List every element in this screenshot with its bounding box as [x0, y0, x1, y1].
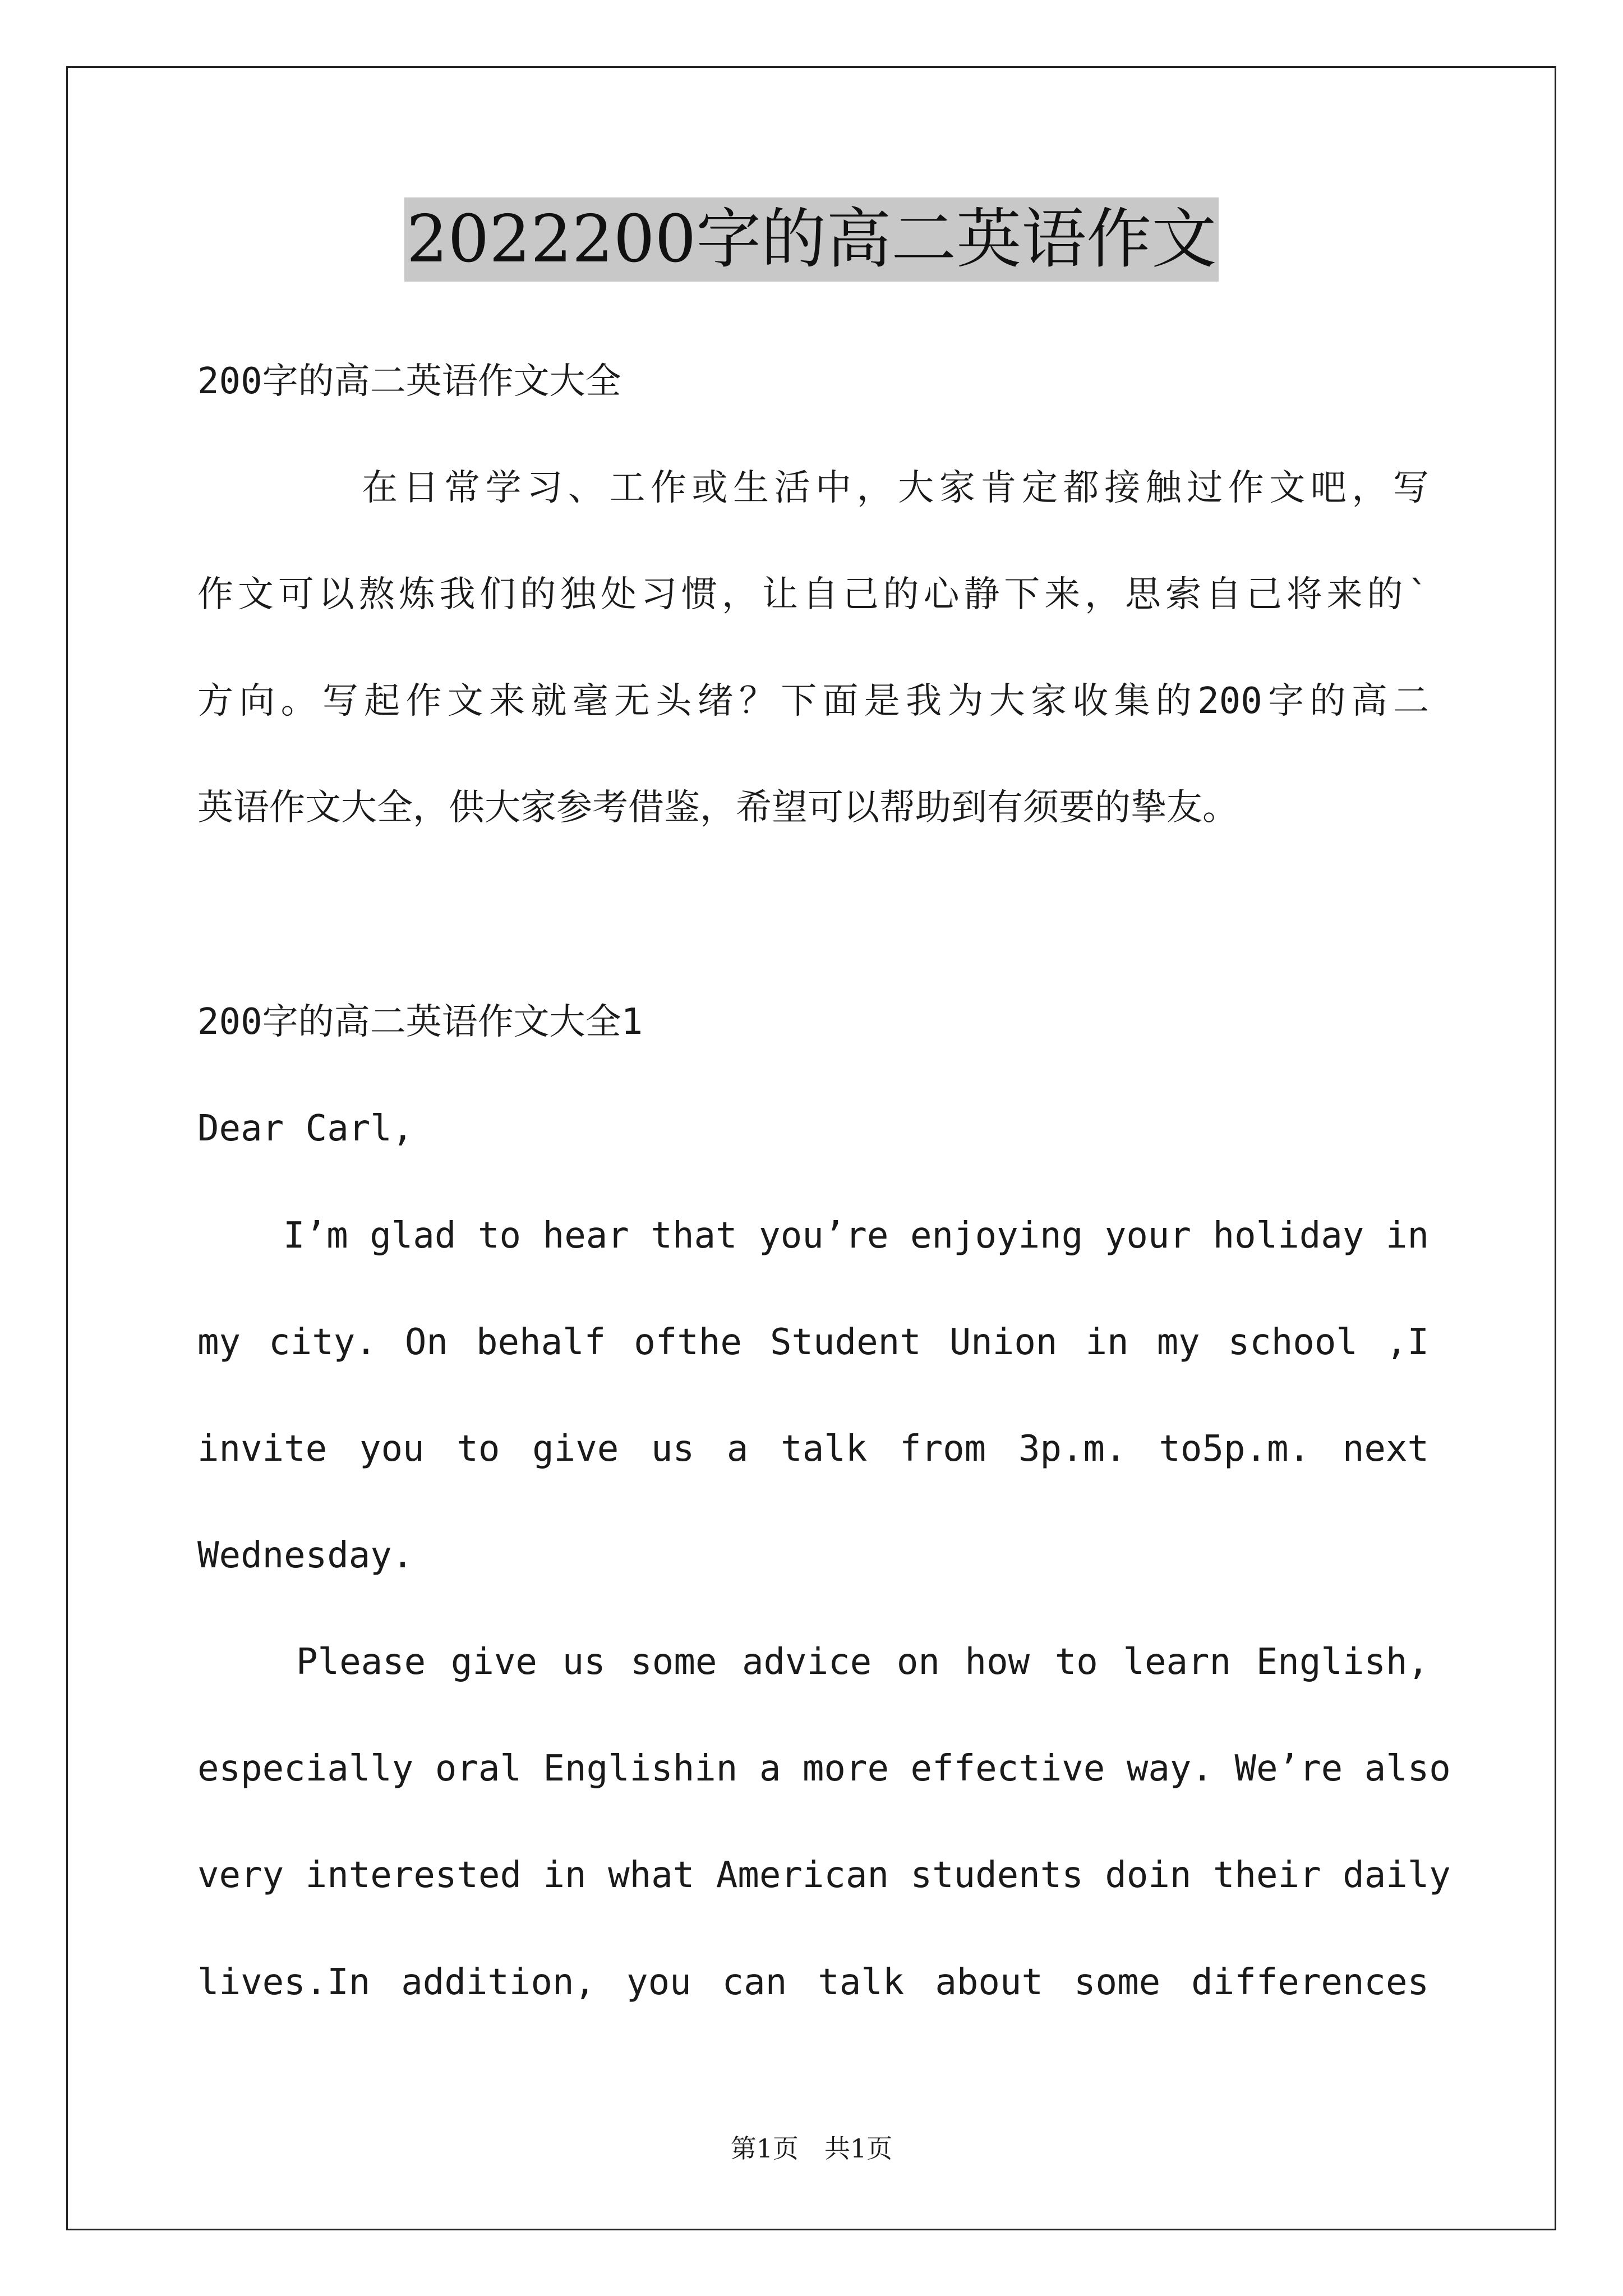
letter-line: I’m glad to hear that you’re enjoying your holiday in: [283, 1215, 1429, 1257]
section-heading: 200字的高二英语作文大全: [197, 361, 621, 402]
paragraph-line: 英语作文大全，供大家参考借鉴，希望可以帮助到有须要的挚友。: [197, 787, 1238, 829]
letter-salutation: Dear Carl,: [197, 1108, 414, 1149]
letter-line: my city. On behalf ofthe Student Union in my school ,I: [197, 1322, 1429, 1363]
letter-line: Wednesday.: [197, 1535, 414, 1576]
section-heading: 200字的高二英语作文大全1: [197, 1001, 643, 1043]
title-container: [0, 197, 1623, 282]
letter-line: very interested in what American students doin their daily: [197, 1855, 1451, 1896]
page-footer: 第1页 共1页: [730, 2133, 893, 2164]
letter-line: invite you to give us a talk from 3p.m. to5p.m. next: [197, 1428, 1429, 1470]
paragraph-line: 在日常学习、工作或生活中，大家肯定都接触过作文吧，写: [362, 467, 1429, 509]
letter-line: Please give us some advice on how to learn English,: [296, 1641, 1429, 1683]
letter-line: lives.In addition, you can talk about some differences: [197, 1962, 1429, 2003]
paragraph-line: 方向。写起作文来就毫无头绪？下面是我为大家收集的200字的高二: [197, 680, 1429, 722]
document-title: 2022200字的高二英语作文: [404, 197, 1219, 282]
letter-line: especially oral Englishin a more effective way. We’re also: [197, 1748, 1451, 1789]
paragraph-line: 作文可以熬炼我们的独处习惯，让自己的心静下来，思索自己将来的`: [197, 574, 1429, 615]
